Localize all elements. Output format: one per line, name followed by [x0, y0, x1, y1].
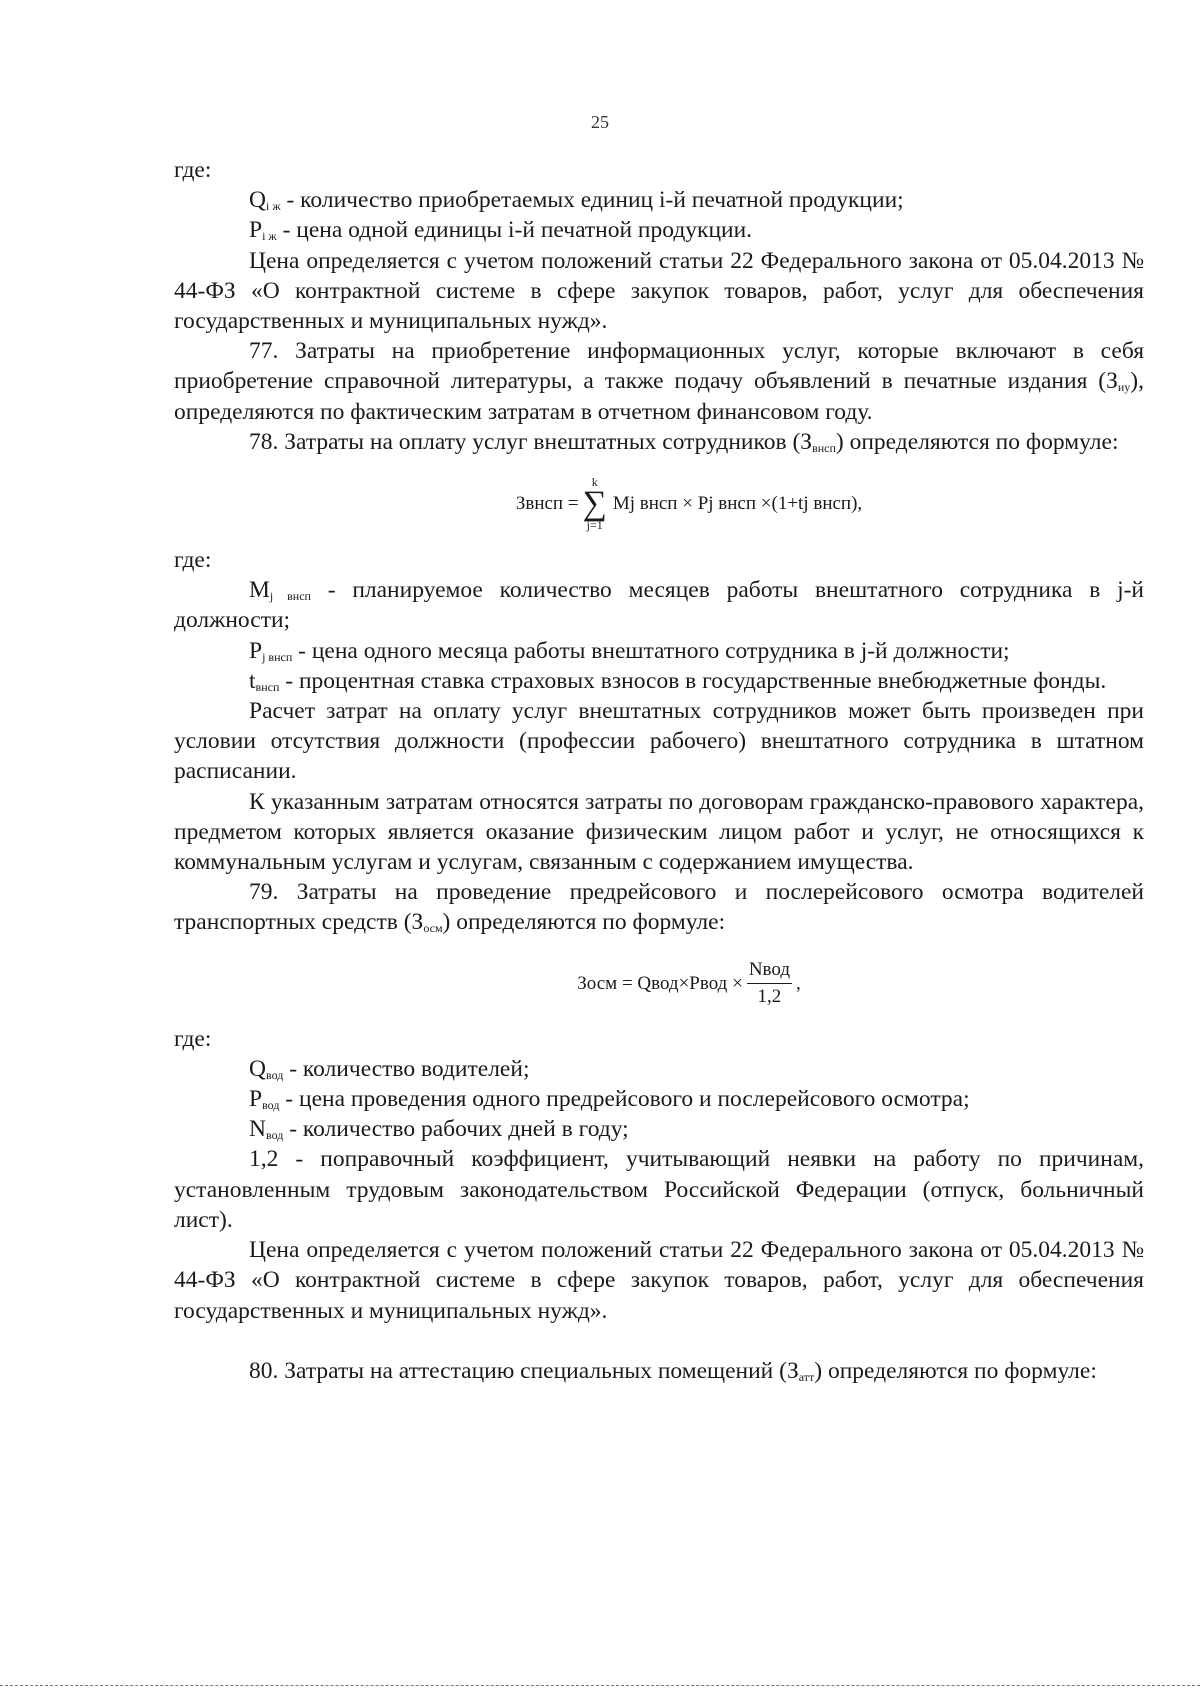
paragraph-80: 80. Затраты на аттестацию специальных помещений $(З_{атт})$ определяются по формуле: — [249, 1357, 1097, 1384]
paragraph-calc-condition: Расчет затрат на оплату услуг внештатных сотрудников может быть произведен при условии отсутствия должности (профессии рабочего) внештатного сотрудника в штатном расписании. — [174, 698, 1144, 785]
where-label: где: — [174, 1025, 212, 1052]
sum-sign: k ∑ j=1 — [582, 475, 607, 533]
formula-external-staff — [234, 463, 1144, 545]
scan-bottom-edge — [0, 1685, 1200, 1686]
page-content — [174, 155, 1144, 1386]
where-label: где: — [174, 157, 212, 183]
fraction: $\frac{\text{Nвод}}{1,2}$ — [748, 959, 790, 1008]
formula-lhs: Звнсп = — [515, 493, 579, 515]
formula-rhs: Mj внсп × Pj внсп ×(1+tj внсп), — [612, 493, 863, 515]
definition-p-month-price: $P_{j внсп}$ - цена одного месяца работы внештатного сотрудника в j-й должности; — [249, 637, 1010, 664]
page-number: 25 — [591, 112, 609, 132]
paragraph-78: 78. Затраты на оплату услуг внештатных сотрудников $(З_{внсп})$ определяются по формуле: — [249, 428, 1119, 455]
price-note-1: Цена определяется с учетом положений статьи 22 Федерального закона от 05.04.2013 № 44-ФЗ «О контрактной системе в сфере закупок товаров, работ, услуг для обеспечения государственных и муниципальных нужд». — [174, 247, 1144, 335]
paragraph-77: 77. Затраты на приобретение информационных услуг, которые включают в себя приобретение справочной литературы, а также подачу объявлений в печатные издания $(З_{иу})$, определяются по фактическим затратам в отчетном финансовом году. — [174, 338, 1144, 425]
definition-m-months: $M_{j внсп}$ - планируемое количество месяцев работы внештатного сотрудника в j-й должности; — [174, 577, 1144, 634]
definition-p-print: $P_{i ж}$ - цена одной единицы i-й печатной продукции. — [249, 217, 753, 244]
definition-n-workdays: $N_{вод}$ - количество рабочих дней в году; — [249, 1116, 629, 1143]
definition-t-rate: $t_{внсп}$ - процентная ставка страховых взносов в государственные внебюджетные фонды. — [249, 667, 1107, 694]
formula-medical-exam: Зосм = Qвод×Pвод × $\frac{\text{Nвод}}{1,2}$ , — [234, 948, 1144, 1020]
definition-p-exam-price: $P_{вод}$ - цена проведения одного предрейсового и послерейсового осмотра; — [249, 1086, 970, 1113]
paragraph-included-costs: К указанным затратам относятся затраты по договорам гражданско-правового характера, предметом которых является оказание физическим лицом работ и услуг, не относящихся к коммунальным услугам и услугам, связанным с содержанием имущества. — [174, 788, 1144, 876]
coefficient-note: 1,2 - поправочный коэффициент, учитывающий неявки на работу по причинам, установленным трудовым законодательством Российской Федерации (отпуск, больничный лист). — [174, 1146, 1144, 1233]
definition-q-print: $Q_{i ж}$ - количество приобретаемых единиц i-й печатной продукции; — [249, 187, 904, 214]
formula-lhs: Зосм = Qвод×Pвод × — [577, 972, 743, 994]
definition-q-drivers: $Q_{вод}$ - количество водителей; — [249, 1055, 530, 1082]
where-label: где: — [174, 547, 212, 574]
price-note-2: Цена определяется с учетом положений статьи 22 Федерального закона от 05.04.2013 № 44-ФЗ «О контрактной системе в сфере закупок товаров, работ, услуг для обеспечения государственных и муниципальных нужд». — [174, 1237, 1144, 1324]
paragraph-79: 79. Затраты на проведение предрейсового и послерейсового осмотра водителей транспортных средств $(З_{осм})$ определяются по формуле: — [174, 879, 1144, 936]
